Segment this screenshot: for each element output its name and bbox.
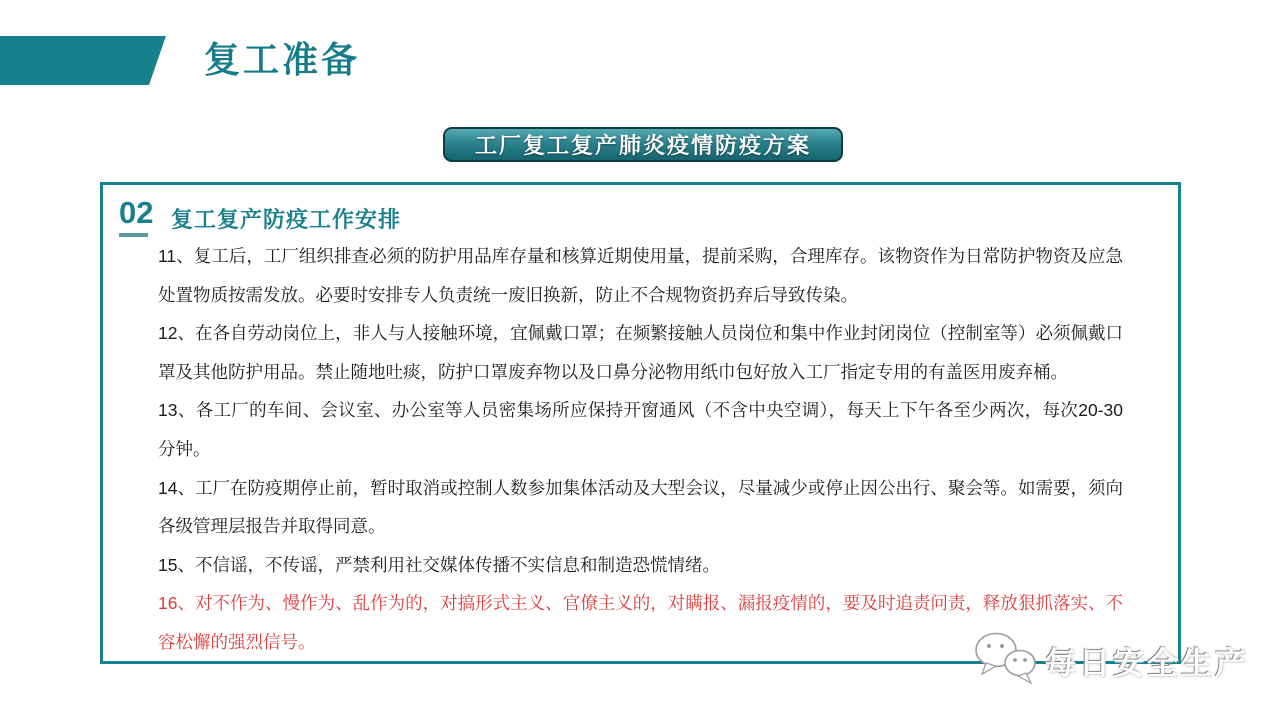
- section-number: [119, 197, 153, 237]
- section-number-text: 02: [119, 195, 154, 230]
- wechat-icon: [973, 630, 1039, 691]
- work-item: 12、在各自劳动岗位上，非人与人接触环境，宜佩戴口罩；在频繁接触人员岗位和集中作业封闭岗位（控制室等）必须佩戴口罩及其他防护用品。禁止随地吐痰，防护口罩废弃物以及口鼻分泌物用纸巾包好放入工厂指定专用的有盖医用废弃桶。: [158, 323, 1123, 382]
- work-item: 11、复工后，工厂组织排查必须的防护用品库存量和核算近期使用量，提前采购，合理库存。该物资作为日常防护物资及应急处置物质按需发放。必要时安排专人负责统一废旧换新，防止不合规物资扔弃后导致传染。: [158, 246, 1123, 305]
- work-item: 15、不信谣，不传谣，严禁利用社交媒体传播不实信息和制造恐慌情绪。: [158, 554, 720, 575]
- watermark-label: 每日安全生产: [1045, 646, 1249, 681]
- work-item: 16、对不作为、慢作为、乱作为的，对搞形式主义、官僚主义的，对瞒报、漏报疫情的，要及时追责问责，释放狠抓落实、不容松懈的强烈信号。: [158, 593, 1123, 652]
- content-panel: [100, 182, 1181, 664]
- plan-title-badge: [443, 127, 843, 162]
- plan-title-badge-label: 工厂复工复产肺炎疫情防疫方案: [474, 133, 811, 158]
- watermark: [973, 630, 1249, 691]
- work-items-list: [158, 237, 1123, 662]
- title-accent-shape: [0, 36, 166, 85]
- section-heading: 复工复产防疫工作安排: [171, 207, 402, 232]
- work-item: 14、工厂在防疫期停止前，暂时取消或控制人数参加集体活动及大型会议，尽量减少或停止因公出行、聚会等。如需要，须向各级管理层报告并取得同意。: [158, 477, 1123, 537]
- slide-title: 复工准备: [204, 39, 361, 80]
- work-item: 13、各工厂的车间、会议室、办公室等人员密集场所应保持开窗通风（不含中央空调），每天上下午各至少两次，每次20-30分钟。: [158, 400, 1123, 459]
- section-number-underline: [119, 233, 148, 237]
